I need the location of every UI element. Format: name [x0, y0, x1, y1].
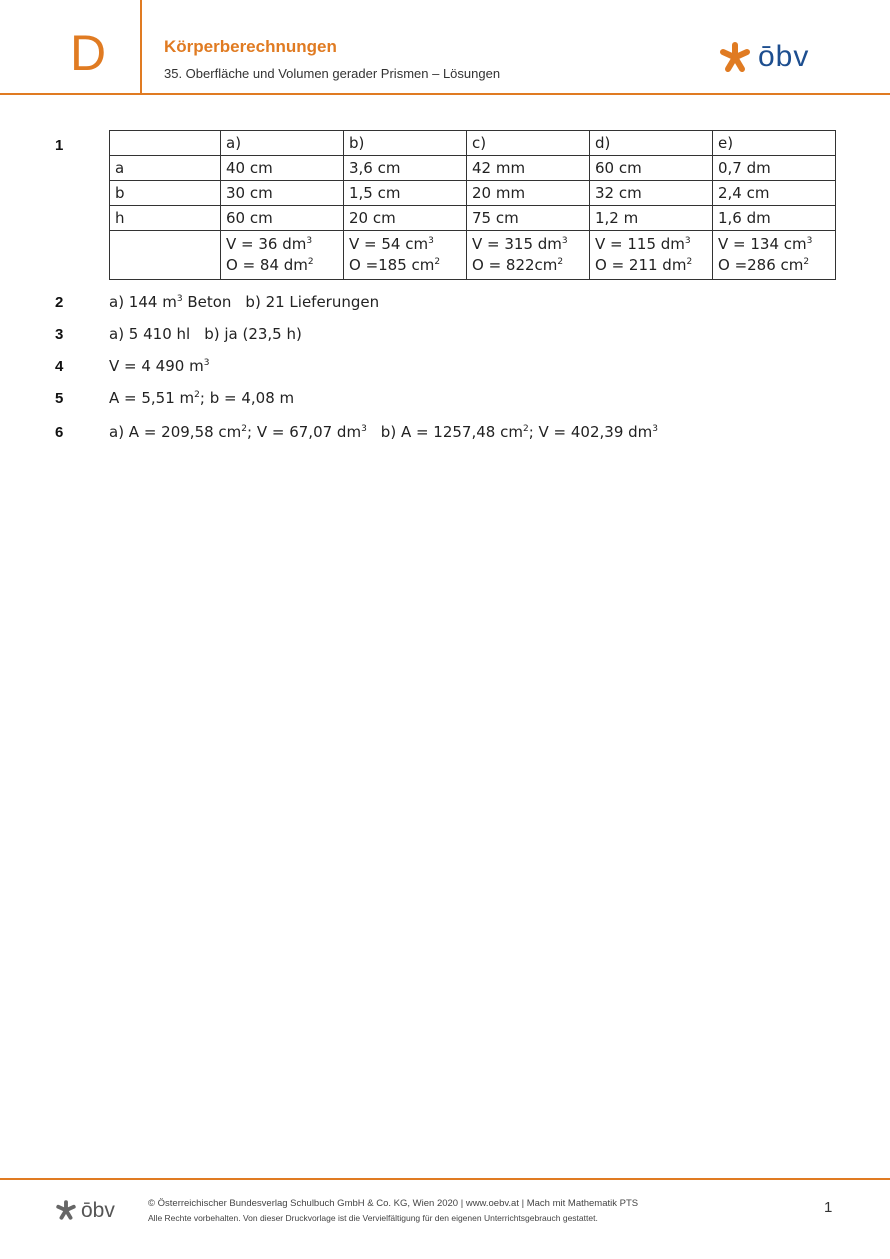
star-logo-icon — [718, 40, 752, 74]
table-header-cell — [110, 131, 221, 156]
result-cell: V = 115 $dm^3$ O = 211 $dm^2$ — [590, 231, 713, 280]
table-cell: 42 mm — [467, 156, 590, 181]
table-cell: 30 cm — [221, 181, 344, 206]
task-number-4: 4 — [55, 358, 64, 375]
task-answer-4: V = 4 490 $m^3$ — [109, 357, 210, 375]
table-cell: 40 cm — [221, 156, 344, 181]
results-table — [109, 130, 836, 280]
task-answer-6: a) A = 209,58 $cm^2$; V = 67,07 $dm^3$ b) A = 1257,48 $cm^2$; V = 402,39 $dm^3$ — [109, 423, 659, 441]
logo-text: ōbv — [758, 40, 810, 73]
page-header — [0, 0, 890, 95]
table-cell: 20 mm — [467, 181, 590, 206]
table-cell — [110, 231, 221, 280]
result-cell: V = 54 $cm^3$ O =185 $cm^2$ — [344, 231, 467, 280]
table-row — [110, 156, 836, 181]
footer-rights: Alle Rechte vorbehalten. Von dieser Druckvorlage ist die Vervielfältigung für den eigenen Unterrichtsgebrauch gestattet. — [148, 1213, 598, 1223]
worksheet-subtitle: 35. Oberfläche und Volumen gerader Prismen – Lösungen — [164, 66, 501, 81]
task-answer-5: A = 5,51 $m^2$; b = 4,08 m — [109, 389, 295, 407]
table-row — [110, 206, 836, 231]
table-cell: 32 cm — [590, 181, 713, 206]
table-header-cell: e) — [713, 131, 836, 156]
table-cell: 3,6 cm — [344, 156, 467, 181]
footer-logo-text: ōbv — [81, 1198, 115, 1222]
footer-logo — [55, 1199, 115, 1221]
table-header-cell: c) — [467, 131, 590, 156]
task-number-3: 3 — [55, 326, 64, 343]
task-number-2: 2 — [55, 294, 64, 311]
result-cell: V = 36 $dm^3$ O = 84 $dm^2$ — [221, 231, 344, 280]
publisher-logo — [718, 40, 809, 74]
table-row — [110, 181, 836, 206]
task-answer-3: a) 5 410 hl b) ja (23,5 h) — [109, 325, 302, 343]
chapter-letter: D — [70, 25, 107, 81]
table-header-cell: d) — [590, 131, 713, 156]
page-number: 1 — [824, 1199, 833, 1216]
star-logo-icon — [55, 1199, 77, 1221]
table-cell: 0,7 dm — [713, 156, 836, 181]
table-cell: b — [110, 181, 221, 206]
footer-copyright: © Österreichischer Bundesverlag Schulbuch GmbH & Co. KG, Wien 2020 | www.oebv.at | Mach mit Mathematik PTS — [148, 1198, 639, 1209]
task-answer-2: a) 144 $m^3$ Beton b) 21 Lieferungen — [109, 293, 380, 311]
table-cell: a — [110, 156, 221, 181]
header-divider-horizontal — [0, 93, 890, 95]
table-cell: 60 cm — [590, 156, 713, 181]
table-cell: 75 cm — [467, 206, 590, 231]
table-cell: 1,5 cm — [344, 181, 467, 206]
table-cell: 1,2 m — [590, 206, 713, 231]
header-divider-vertical — [140, 0, 142, 94]
table-cell: 2,4 cm — [713, 181, 836, 206]
footer-divider — [0, 1178, 890, 1180]
table-header-row — [110, 131, 836, 156]
table-header-cell: a) — [221, 131, 344, 156]
task-number-6: 6 — [55, 424, 64, 441]
result-cell: V = 315 $dm^3$ $O = 822cm^2$ — [467, 231, 590, 280]
task-number-5: 5 — [55, 390, 64, 407]
chapter-title: Körperberechnungen — [164, 37, 337, 56]
table-cell: 60 cm — [221, 206, 344, 231]
table-header-cell: b) — [344, 131, 467, 156]
table-cell: 20 cm — [344, 206, 467, 231]
table-row-results — [110, 231, 836, 280]
task-number-1: 1 — [55, 137, 64, 154]
result-cell: V = 134 $cm^3$ O =286 $cm^2$ — [713, 231, 836, 280]
table-cell: h — [110, 206, 221, 231]
table-cell: 1,6 dm — [713, 206, 836, 231]
